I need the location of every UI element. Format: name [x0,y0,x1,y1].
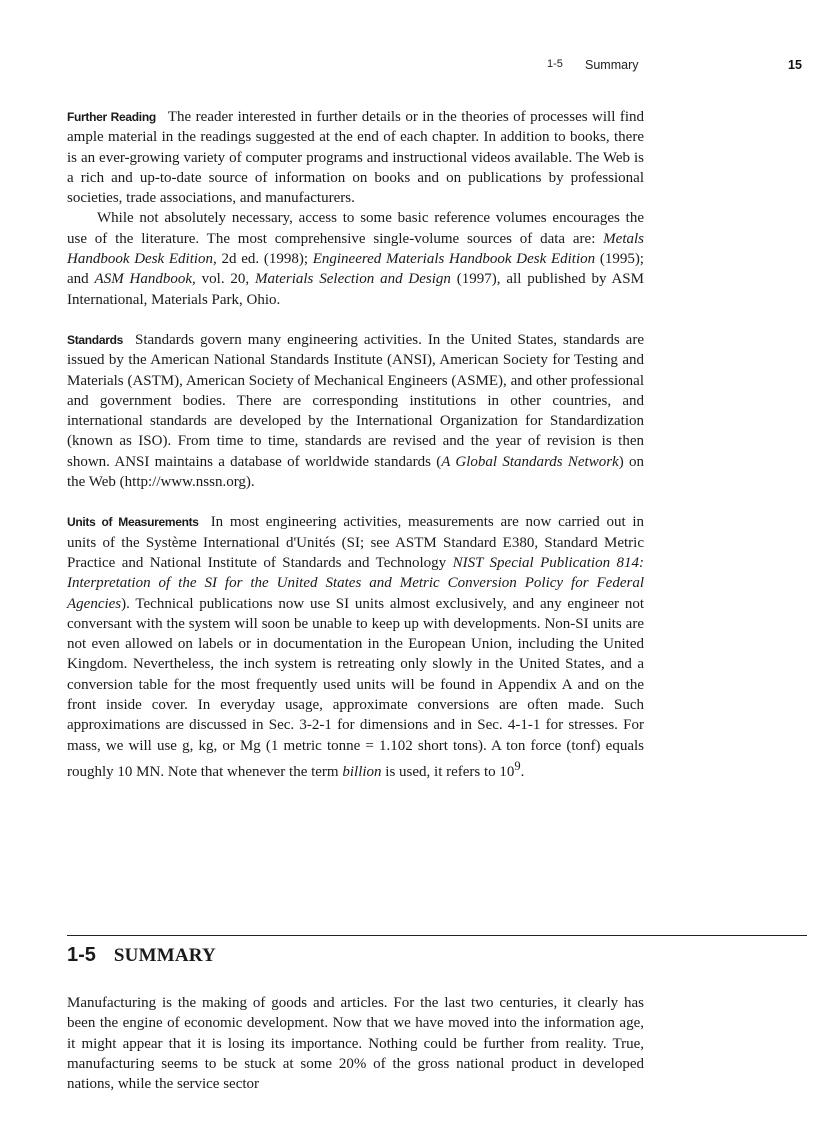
standards-text-1: Standards govern many engineering activities. In the United States, standards are issued by the American National Standards Institute (ANSI), American Society for Testing and Materials (ASTM), American Society of Mechanical Engineers (ASME), and other professional and government bodies. There are corresponding institutions in other countries, and international standards are developed by the International Organization for Standardization (known as ISO). From time to time, standards are revised and the year of revision is then shown. ANSI maintains a database of worldwide standards ( [67,331,644,470]
units-paragraph [67,512,644,782]
summary-body [67,993,644,1094]
reference-text-3: (1995); and [67,251,644,288]
reference-title-engineered-materials: Engineered Materials Handbook Desk Edition [312,251,596,268]
units-text-3: is used, it refers to 10 [381,763,515,780]
section-number: 1-5 [67,944,96,966]
reference-text-5: (1997), all published by ASM International, Materials Park, Ohio. [67,271,644,308]
reference-text-4: vol. 20, [195,271,256,288]
standards-title-global-network: A Global Standards Network [441,453,619,470]
reference-volumes-paragraph [67,208,644,309]
section-title: SUMMARY [113,945,216,966]
standards-paragraph [67,330,644,492]
units-exponent: 9 [514,758,521,773]
reference-text-2: 2d ed. (1998); [216,251,313,268]
further-reading-heading: Further Reading [67,110,156,124]
running-head [0,58,816,78]
units-term-billion: billion [342,763,382,780]
standards-heading: Standards [67,332,123,347]
section-divider [67,935,807,936]
units-text-2: ). Technical publications now use SI units almost exclusively, and any engineer not conversant with the system will soon be unable to keep up with developments. Non-SI units are not even allowed on labels or in documentation in the European Union, including the United Kingdom. Nevertheless, the inch system is retreating only slowly in the United States, and a conversion table for the most frequently used units will be found in Appendix A and on the front inside cover. In everyday usage, approximate conversions are often made. Such approximations are discussed in Sec. 3-2-1 for dimensions and in Sec. 4-1-1 for stresses. For mass, we will use g, kg, or Mg (1 metric tonne = 1.102 short tons). A ton force (tonf) equals roughly 10 MN. Note that whenever the term [67,595,644,780]
page-number: 15 [788,58,802,72]
section-heading [67,944,216,978]
reference-title-materials-selection: Materials Selection and Design [255,271,451,288]
reference-title-asm-handbook: ASM Handbook, [94,271,196,288]
reference-title-metals-handbook: Metals Handbook Desk Edition, [67,230,644,268]
running-head-section-number: 1-5 [547,58,563,70]
body-text [67,107,644,782]
units-text-4: . [520,763,525,780]
standards-text-2: ) on the Web (http://www.nssn.org). [67,453,644,491]
further-reading-paragraph [67,107,644,208]
units-text-1: In most engineering activities, measurements are now carried out in units of the Système International d'Unités (SI; see ASTM Standard E380, Standard Metric Practice and National Institute of Standards and Technology [67,514,645,571]
running-head-section-title: Summary [585,58,639,72]
units-heading: Units of Measurements [67,515,199,530]
summary-paragraph: Manufacturing is the making of goods and articles. For the last two centuries, it clearly has been the engine of economic development. Now that we have moved into the information age, it might appear that it is losing its importance. Nothing could be further from reality. True, manufacturing seems to be stuck at some 20% of the gross national product in developed nations, while the service sector [67,995,644,1093]
further-reading-text: The reader interested in further details or in the theories of processes will find ample material in the readings suggested at the end of each chapter. In addition to books, there is an ever-growing variety of computer programs and instructional videos available. The Web is a rich and up-to-date source of information on books and on publications by professional societies, trade associations, and manufacturers. [67,109,644,207]
reference-text-1: While not absolutely necessary, access to some basic reference volumes encourages the use of the literature. The most comprehensive single-volume sources of data are: [67,210,644,247]
units-title-nist-publication: NIST Special Publication 814: Interpretation of the SI for the United States and Metric Conversion Policy for Federal Agencies [67,554,644,612]
